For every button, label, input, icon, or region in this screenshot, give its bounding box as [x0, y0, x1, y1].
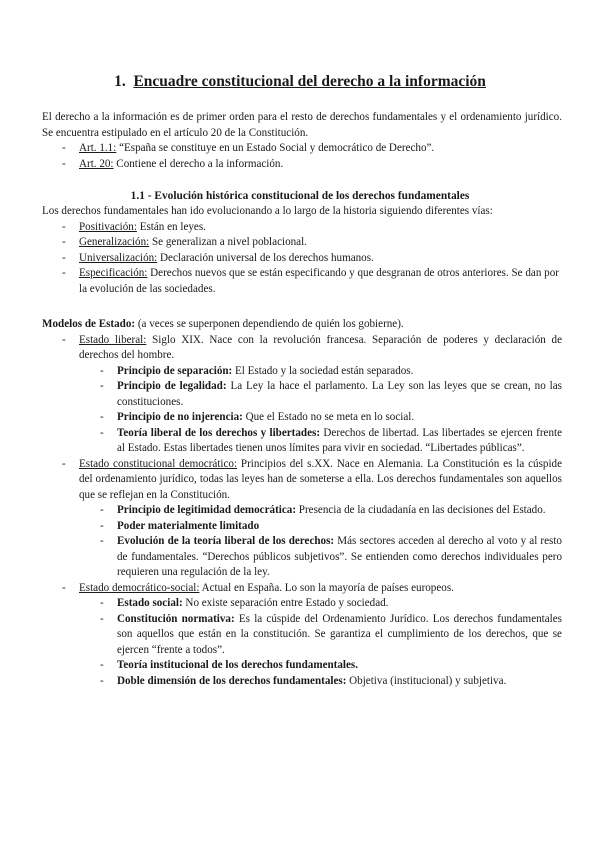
models-block [42, 317, 562, 689]
sub-item: - Constitución normativa: Es la cúspide del Ordenamiento Jurídico. Los derechos fundamentales son aquellos que están en la constitución. Se garantiza el cumplimiento de los derechos, que se ejercen “frente a todos”. [100, 612, 562, 656]
sub-item: - Poder materialmente limitado [100, 519, 260, 532]
sub-item: - Estado social: No existe separación entre Estado y sociedad. [100, 597, 389, 609]
sub-item: - Principio de separación: El Estado y la sociedad están separados. [100, 364, 414, 377]
list-item: - Universalización: Declaración universal de los derechos humanos. [62, 251, 374, 264]
heading-number: 1. [114, 73, 126, 90]
model-social: - Estado democrático-social: Actual en España. Lo son la mayoría de países europeos. [62, 581, 454, 594]
sub-item: - Principio de legalidad: La Ley la hace el parlamento. La Ley son las leyes que se crean, no las constituciones. [100, 380, 562, 408]
list-item: - Positivación: Están en leyes. [62, 220, 206, 233]
section-lead: Los derechos fundamentales han ido evolucionando a lo largo de la historia siguiendo diferentes vías: [42, 205, 493, 217]
intro-paragraph: El derecho a la información es de primer orden para el resto de derechos fundamentales y el ordenamiento jurídico. Se encuentra estipulado en el artículo 20 de la Constitución. [42, 111, 562, 139]
sub-item: - Evolución de la teoría liberal de los derechos: Más sectores acceden al derecho al voto y al resto de fundamentales. “Derechos públicos subjetivos”. Se entienden como derechos individuales pero requieren una regulación de la ley. [100, 535, 562, 578]
list-item: - Art. 1.1: “España se constituye en un Estado Social y democrático de Derecho”. [62, 142, 435, 154]
sub-item: - Teoría institucional de los derechos fundamentales. [100, 659, 358, 671]
model-democratic: - Estado constitucional democrático: Principios del s.XX. Nace en Alemania. La Constitución es la cúspide del ordenamiento jurídico, todas las leyes han de someterse a ella. Los derechos fundamentales son aquellos que se reflejan en la Constitución. [62, 457, 562, 501]
page-title [0, 72, 600, 92]
item-label: Art. 1.1: [79, 142, 117, 154]
list-item: - Art. 20: Contiene el derecho a la información. [62, 157, 284, 170]
section-block [42, 204, 562, 297]
sub-item: - Doble dimensión de los derechos fundamentales: Objetiva (institucional) y subjetiva. [100, 674, 507, 687]
model-liberal: - Estado liberal: Siglo XIX. Nace con la revolución francesa. Separación de poderes y declaración de derechos del hombre. [62, 333, 562, 361]
intro-block [42, 110, 562, 172]
sub-item: - Principio de no injerencia: Que el Estado no se meta en lo social. [100, 411, 415, 423]
list-item: - Especificación: Derechos nuevos que se están especificando y que desgranan de otros anteriores. Se dan por la evolución de las sociedades. [62, 267, 559, 295]
sub-item: - Principio de legitimidad democrática: Presencia de la ciudadanía en las decisiones del Estado. [100, 504, 546, 516]
models-heading: Modelos de Estado: (a veces se superponen dependiendo de quién los gobierne). [42, 318, 404, 330]
sub-item: - Teoría liberal de los derechos y libertades: Derechos de libertad. Las libertades se ejercen frente al Estado. Estas libertades tienen unos límites para vivir en sociedad. “Libertades públicas”. [100, 426, 562, 454]
section-title: 1.1 - Evolución histórica constitucional de los derechos fundamentales [130, 190, 470, 202]
item-label: Art. 20: [79, 157, 114, 170]
list-item: - Generalización: Se generalizan a nivel poblacional. [62, 236, 307, 248]
heading-title: Encuadre constitucional del derecho a la información [133, 73, 486, 90]
